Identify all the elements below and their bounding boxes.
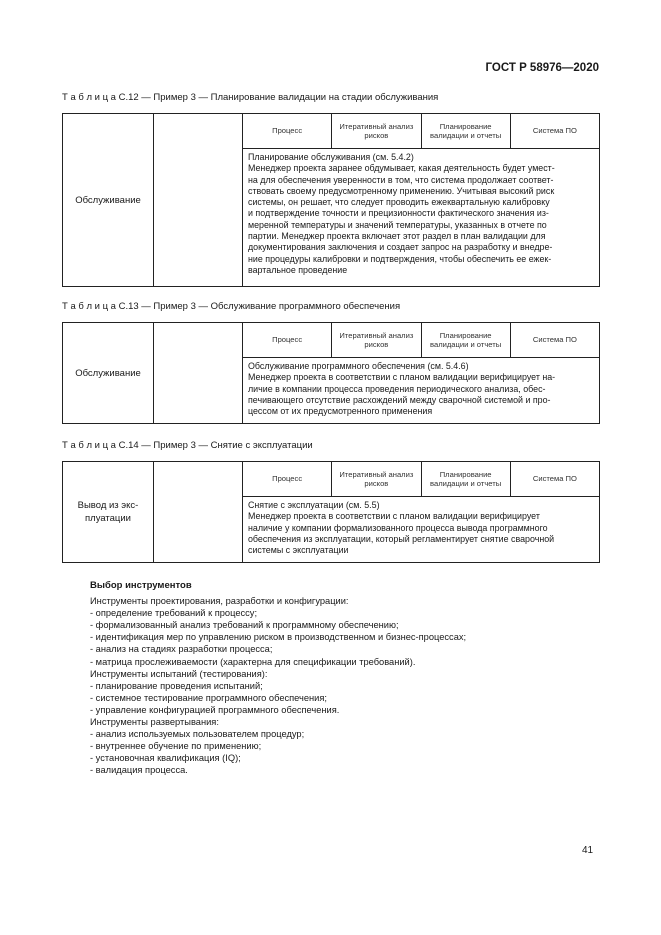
header-software-system: Система ПО [510,323,599,358]
description-line: на для обеспечения уверенности в том, что система продолжает соответ- [248,174,554,185]
page-number: 41 [582,845,594,856]
header-risk-analysis: Итеративный анализ рисков [332,114,421,149]
section-line: - матрица прослеживаемости (характерна для спецификации требований). [90,656,416,667]
description-line: системы, он решает, что следует проводить ежеквартальную калибровку [248,197,550,208]
description-line: печивающего отсутствие расхождений между сварочной системой и про- [248,394,551,405]
table-c12 [62,113,600,287]
header-validation-planning: Планирование валидации и отчеты [421,323,510,358]
section-line: - формализованный анализ требований к программному обеспечению; [90,620,399,631]
description-line: наличие у компании формализованного процесса вывода программного [248,522,548,533]
table-caption-c12: Т а б л и ц а С.12 — Пример 3 — Планирование валидации на стадии обслуживания [62,92,439,103]
description-line: ствовать своему предусмотренному применению. Учитывая высокий риск [248,185,555,196]
section-line: Инструменты развертывания: [90,717,219,728]
section-line: - системное тестирование программного обеспечения; [90,692,327,703]
description-line: системы с эксплуатации [248,545,349,556]
section-line: - внутреннее обучение по применению; [90,741,262,752]
section-line: Инструменты испытаний (тестирования): [90,668,268,679]
empty-cell [154,114,243,287]
description-line: ние процедуры калибровки и подтверждения, чтобы обеспечить ее ежек- [248,253,552,264]
description-line: Менеджер проекта заранее обдумывает, какая деятельность будет умест- [248,163,555,174]
description-title: Обслуживание программного обеспечения (см. 5.4.6) [248,361,469,371]
stage-cell [63,462,154,563]
header-validation-planning: Планирование валидации и отчеты [421,114,510,149]
section-line: - анализ на стадиях разработки процесса; [90,644,273,655]
empty-cell [154,462,243,563]
table-caption-c14: Т а б л и ц а С.14 — Пример 3 — Снятие с эксплуатации [62,440,313,451]
description-line: документирования заключения и создает запрос на разработку и внедре- [248,242,553,253]
description-cell [243,358,600,424]
description-title: Снятие с эксплуатации (см. 5.5) [248,500,380,510]
description-line: меренной температуры и значений температуры, указанных в отчете по [248,219,547,230]
header-process: Процесс [243,462,332,497]
empty-cell [154,323,243,424]
description-line: партии. Менеджер проекта включает этот раздел в план валидации для [248,231,546,242]
header-risk-analysis: Итеративный анализ рисков [332,462,421,497]
description-line: Менеджер проекта в соответствии с планом валидации верифицирует на- [248,372,556,383]
table-c14 [62,461,600,563]
description-cell [243,497,600,563]
description-title: Планирование обслуживания (см. 5.4.2) [248,152,414,162]
header-validation-planning: Планирование валидации и отчеты [421,462,510,497]
section-line: - определение требований к процессу; [90,608,258,619]
description-line: цессом от их предусмотренного применения [248,406,433,417]
header-software-system: Система ПО [510,462,599,497]
section-heading: Выбор инструментов [90,580,192,591]
tools-section [90,580,610,777]
section-line: - валидация процесса. [90,765,188,776]
stage-label: Вывод из экс-плуатации [77,500,139,524]
description-line: личие в компании процесса проведения периодического анализа, обес- [248,383,546,394]
description-line: обеспечения из эксплуатации, который регламентирует снятие сварочной [248,533,555,544]
section-line: - управление конфигурацией программного обеспечения. [90,704,340,715]
section-line: - анализ используемых пользователем процедур; [90,729,305,740]
description-line: Менеджер проекта в соответствии с планом валидации верифицирует [248,511,540,522]
stage-cell: Обслуживание [63,114,154,287]
description-line: и подтверждение точности и прецизионности фактического значения из- [248,208,549,219]
description-line: вартальное проведение [248,264,348,275]
section-line: - установочная квалификация (IQ); [90,753,241,764]
header-risk-analysis: Итеративный анализ рисков [332,323,421,358]
table-caption-c13: Т а б л и ц а С.13 — Пример 3 — Обслуживание программного обеспечения [62,301,401,312]
stage-cell: Обслуживание [63,323,154,424]
section-line: - планирование проведения испытаний; [90,680,263,691]
description-cell [243,149,600,287]
section-line: - идентификация мер по управлению риском в производственном и бизнес-процессах; [90,632,467,643]
header-software-system: Система ПО [510,114,599,149]
header-process: Процесс [243,114,332,149]
header-process: Процесс [243,323,332,358]
section-line: Инструменты проектирования, разработки и конфигурации: [90,596,349,607]
standard-number: ГОСТ Р 58976—2020 [485,62,599,74]
table-c13 [62,322,600,424]
